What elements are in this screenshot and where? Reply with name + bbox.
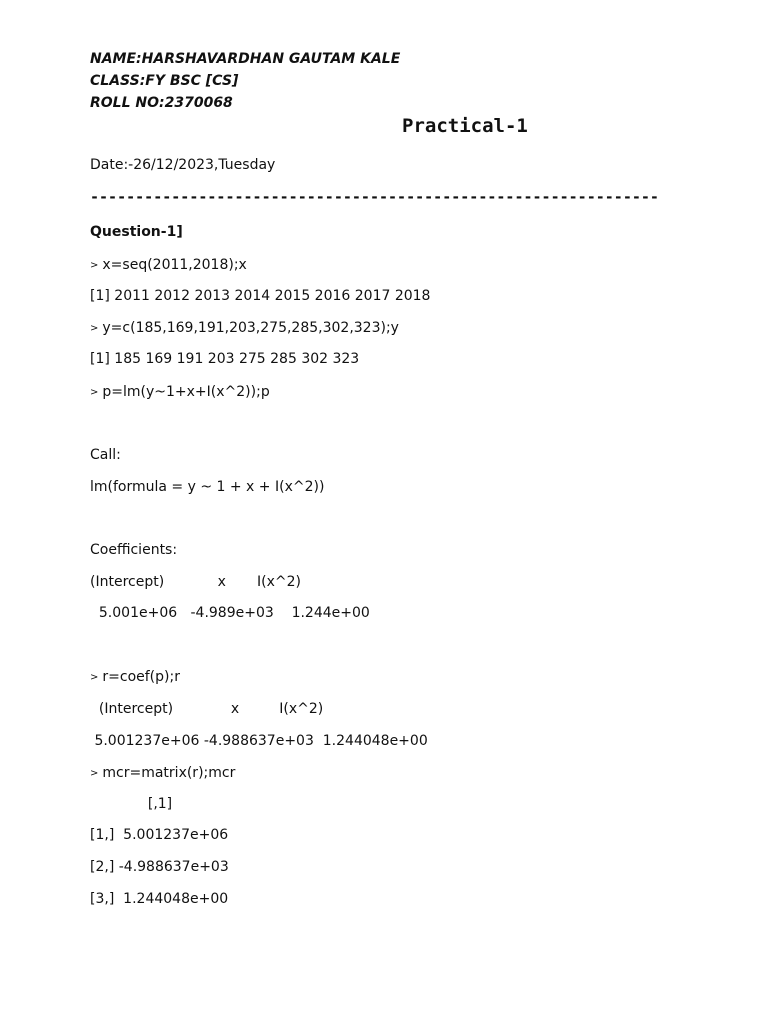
- command-text: x=seq(2011,2018);x: [102, 257, 247, 273]
- date-line: Date:-26/12/2023,Tuesday: [90, 157, 276, 173]
- separator-line: ---------------------------------------------------------------: [90, 188, 659, 206]
- matrix-row: [1,] 5.001237e+06: [90, 827, 229, 843]
- output-line: [1] 185 169 191 203 275 285 302 323: [90, 351, 360, 367]
- command-line: [90, 764, 235, 783]
- command-line: [90, 383, 270, 402]
- prompt-icon: >: [90, 768, 99, 779]
- coefficients-label: Coefficients:: [90, 542, 178, 558]
- coef-vector-values: 5.001237e+06 -4.988637e+03 1.244048e+00: [90, 733, 428, 749]
- command-line: [90, 256, 247, 275]
- coefficients-header: (Intercept) x I(x^2): [90, 574, 301, 590]
- student-name: NAME:HARSHAVARDHAN GAUTAM KALE: [90, 51, 401, 67]
- call-formula: lm(formula = y ~ 1 + x + I(x^2)): [90, 479, 325, 495]
- call-label: Call:: [90, 447, 121, 463]
- matrix-row: [2,] -4.988637e+03: [90, 859, 229, 875]
- command-text: mcr=matrix(r);mcr: [102, 765, 236, 781]
- coef-vector-header: (Intercept) x I(x^2): [90, 701, 324, 717]
- prompt-icon: >: [90, 260, 99, 271]
- question-heading: Question-1]: [90, 224, 183, 240]
- prompt-icon: >: [90, 323, 99, 334]
- command-line: [90, 668, 180, 687]
- page-title: Practical-1: [402, 115, 528, 137]
- command-text: r=coef(p);r: [102, 669, 180, 685]
- prompt-icon: >: [90, 387, 99, 398]
- command-line: [90, 319, 399, 338]
- prompt-icon: >: [90, 672, 99, 683]
- coefficients-values: 5.001e+06 -4.989e+03 1.244e+00: [90, 605, 370, 621]
- matrix-header: [,1]: [90, 796, 173, 812]
- output-line: [1] 2011 2012 2013 2014 2015 2016 2017 2018: [90, 288, 431, 304]
- student-class: CLASS:FY BSC [CS]: [90, 73, 239, 89]
- command-text: p=lm(y~1+x+I(x^2));p: [102, 384, 270, 400]
- student-roll: ROLL NO:2370068: [90, 95, 233, 111]
- command-text: y=c(185,169,191,203,275,285,302,323);y: [102, 320, 399, 336]
- matrix-row: [3,] 1.244048e+00: [90, 891, 229, 907]
